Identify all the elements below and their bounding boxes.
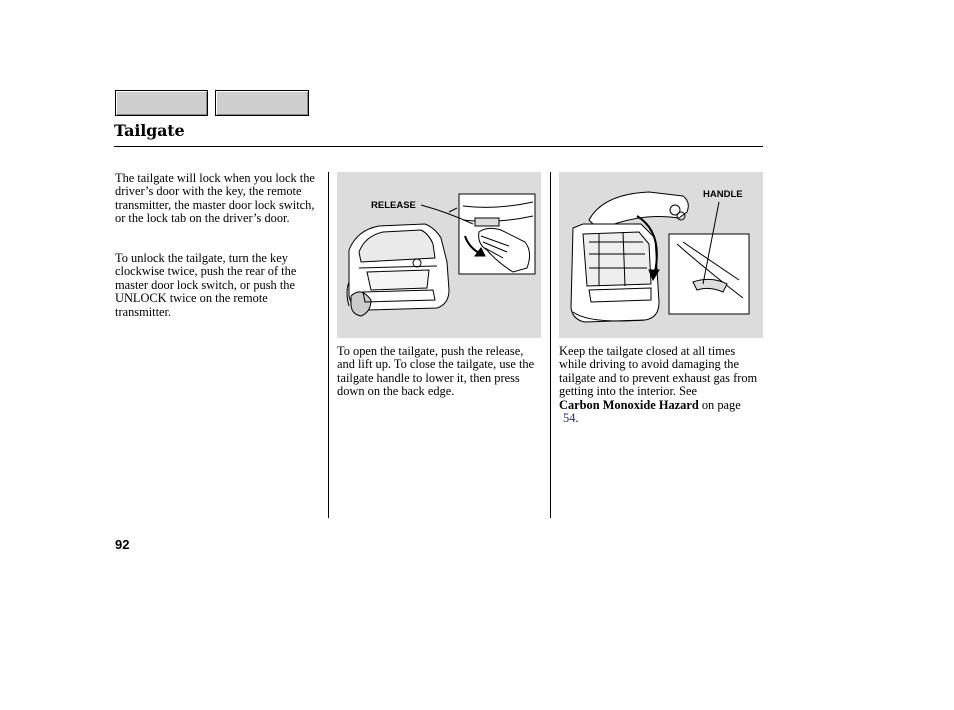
nav-button-2[interactable]: [215, 90, 309, 116]
tailgate-release-illustration: [337, 172, 541, 338]
column3-paragraph: [559, 345, 764, 425]
column1-paragraph-2: To unlock the tailgate, turn the key clockwise twice, push the rear of the master door lock switch, or push the UNLOCK twice on the remote transmitter.: [115, 251, 297, 319]
column3-text-after: on page: [701, 397, 741, 412]
handle-label: HANDLE: [703, 189, 743, 200]
release-figure: [337, 172, 541, 338]
column3-text-before: Keep the tailgate closed at all times while driving to avoid damaging the tailgate and to prevent exhaust gas from getting into the interior. See: [559, 344, 758, 399]
carbon-monoxide-link-text: Carbon Monoxide Hazard: [559, 397, 699, 412]
nav-button-1[interactable]: [115, 90, 208, 116]
page-number: 92: [115, 537, 130, 552]
handle-figure: [559, 172, 763, 338]
column1-paragraph-1: The tailgate will lock when you lock the driver’s door with the key, the remote transmitter, the master door lock switch, or the lock tab on the driver’s door.: [115, 171, 315, 226]
release-label: RELEASE: [371, 200, 416, 211]
title-rule: [114, 146, 763, 147]
page-reference-link[interactable]: 54: [563, 411, 576, 426]
page-title: Tailgate: [114, 121, 185, 140]
column-divider-2: [550, 172, 551, 518]
sentence-end: .: [575, 411, 579, 426]
column2-paragraph: To open the tailgate, push the release, and lift up. To close the tailgate, use the tailgate handle to lower it, then press down on the back edge.: [337, 344, 535, 399]
column-divider-1: [328, 172, 329, 518]
